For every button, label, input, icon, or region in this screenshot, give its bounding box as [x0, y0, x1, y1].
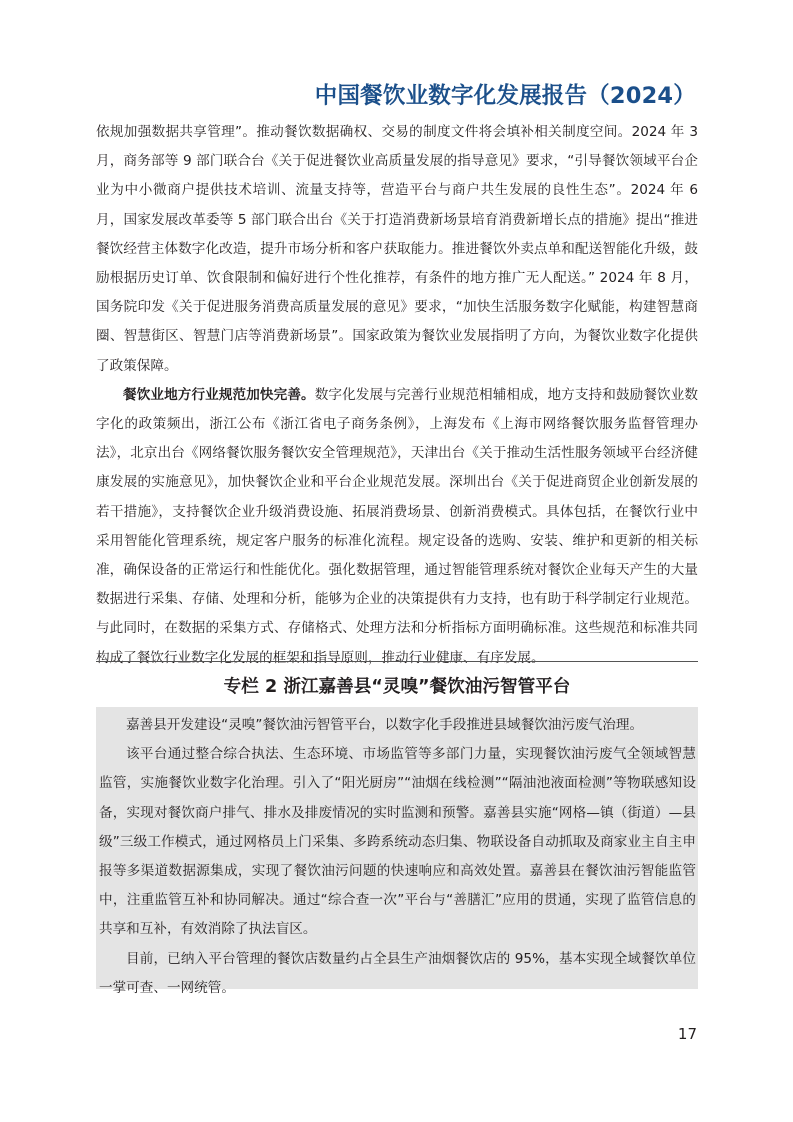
report-header-title: 中国餐饮业数字化发展报告（2024）: [314, 83, 696, 109]
case-paragraph-intro: 嘉善县开发建设“灵嗅”餐饮油污智管平台，以数字化手段推进县域餐饮油污废气治理。: [126, 717, 644, 733]
case-paragraph-detail: 该平台通过整合综合执法、生态环境、市场监管等多部门力量，实现餐饮油污废气全领域智慧监管，实施餐饮业数字化治理。引入了“阳光厨房”“油烟在线检测”“隔油池液面检测”等物联感知设备，实现对餐饮商户排气、排水及排废情况的实时监测和预警。嘉善县实施“网格—镇（街道）—县级”三级工作模式，通过网格员上门采集、多跨系统动态归集、物联设备自动抓取及商家业主自主申报等多渠道数据源集成，实现了餐饮油污问题的快速响应和高效处置。嘉善县在餐饮油污智能监管中，注重监管互补和协同解决。通过“综合查一次”平台与“善膳汇”应用的贯通，实现了监管信息的共享和互补，有效消除了执法盲区。: [99, 746, 696, 938]
page-number: 17: [677, 1025, 697, 1043]
paragraph-text: 数字化发展与完善行业规范相辅相成，地方支持和鼓励餐饮业数字化的政策频出，浙江公布《浙江省电子商务条例》，上海发布《上海市网络餐饮服务监督管理办法》，北京出台《网络餐饮服务餐饮安全管理规范》，天津出台《关于推动生活性服务领域平台经济健康发展的实施意见》，加快餐饮企业和平台企业规范发展。深圳出台《关于促进商贸企业创新发展的若干措施》，支持餐饮企业升级消费设施、拓展消费场景、创新消费模式。具体包括，在餐饮行业中采用智能化管理系统，规定客户服务的标准化流程。规定设备的选购、安装、维护和更新的相关标准，确保设备的正常运行和性能优化。强化数据管理，通过智能管理系统对餐饮企业每天产生的大量数据进行采集、存储、处理和分析，能够为企业的决策提供有力支持，也有助于科学制定行业规范。与此同时，在数据的采集方式、存储格式、处理方法和分析指标方面明确标准。这些规范和标准共同构成了餐饮行业数字化发展的框架和指导原则，推动行业健康、有序发展。: [96, 386, 699, 666]
body-text: [96, 118, 698, 673]
case-box-title: 专栏 2 浙江嘉善县“灵嗅”餐饮油污智管平台: [223, 677, 571, 697]
case-paragraph-result: 目前，已纳入平台管理的餐饮店数量约占全县生产油烟餐饮店的 95%，基本实现全域餐饮单位一掌可查、一网统管。: [99, 950, 696, 996]
paragraph-lead: 餐饮业地方行业规范加快完善。: [123, 386, 315, 403]
local-regulation-paragraph: [96, 381, 698, 673]
policy-paragraph: 依规加强数据共享管理”。推动餐饮数据确权、交易的制度文件将会填补相关制度空间。2024 年 3 月，商务部等 9 部门联合台《关于促进餐饮业高质量发展的指导意见》要求，“引导餐饮领域平台企业为中小微商户提供技术培训、流量支持等，营造平台与商户共生发展的良性生态”。2024 年 6 月，国家发展改革委等 5 部门联合出台《关于打造消费新场景培育消费新增长点的措施》提出“推进餐饮经营主体数字化改造，提升市场分析和客户获取能力。推进餐饮外卖点单和配送智能化升级，鼓励根据历史订单、饮食限制和偏好进行个性化推荐，有条件的地方推广无人配送。” 2024 年 8 月，国务院印发《关于促进服务消费高质量发展的意见》要求，“加快生活服务数字化赋能，构建智慧商圈、智慧街区、智慧门店等消费新场景”。国家政策为餐饮业发展指明了方向，为餐饮业数字化提供了政策保障。: [96, 124, 698, 374]
case-box: [96, 707, 698, 996]
section-divider: [96, 661, 698, 662]
